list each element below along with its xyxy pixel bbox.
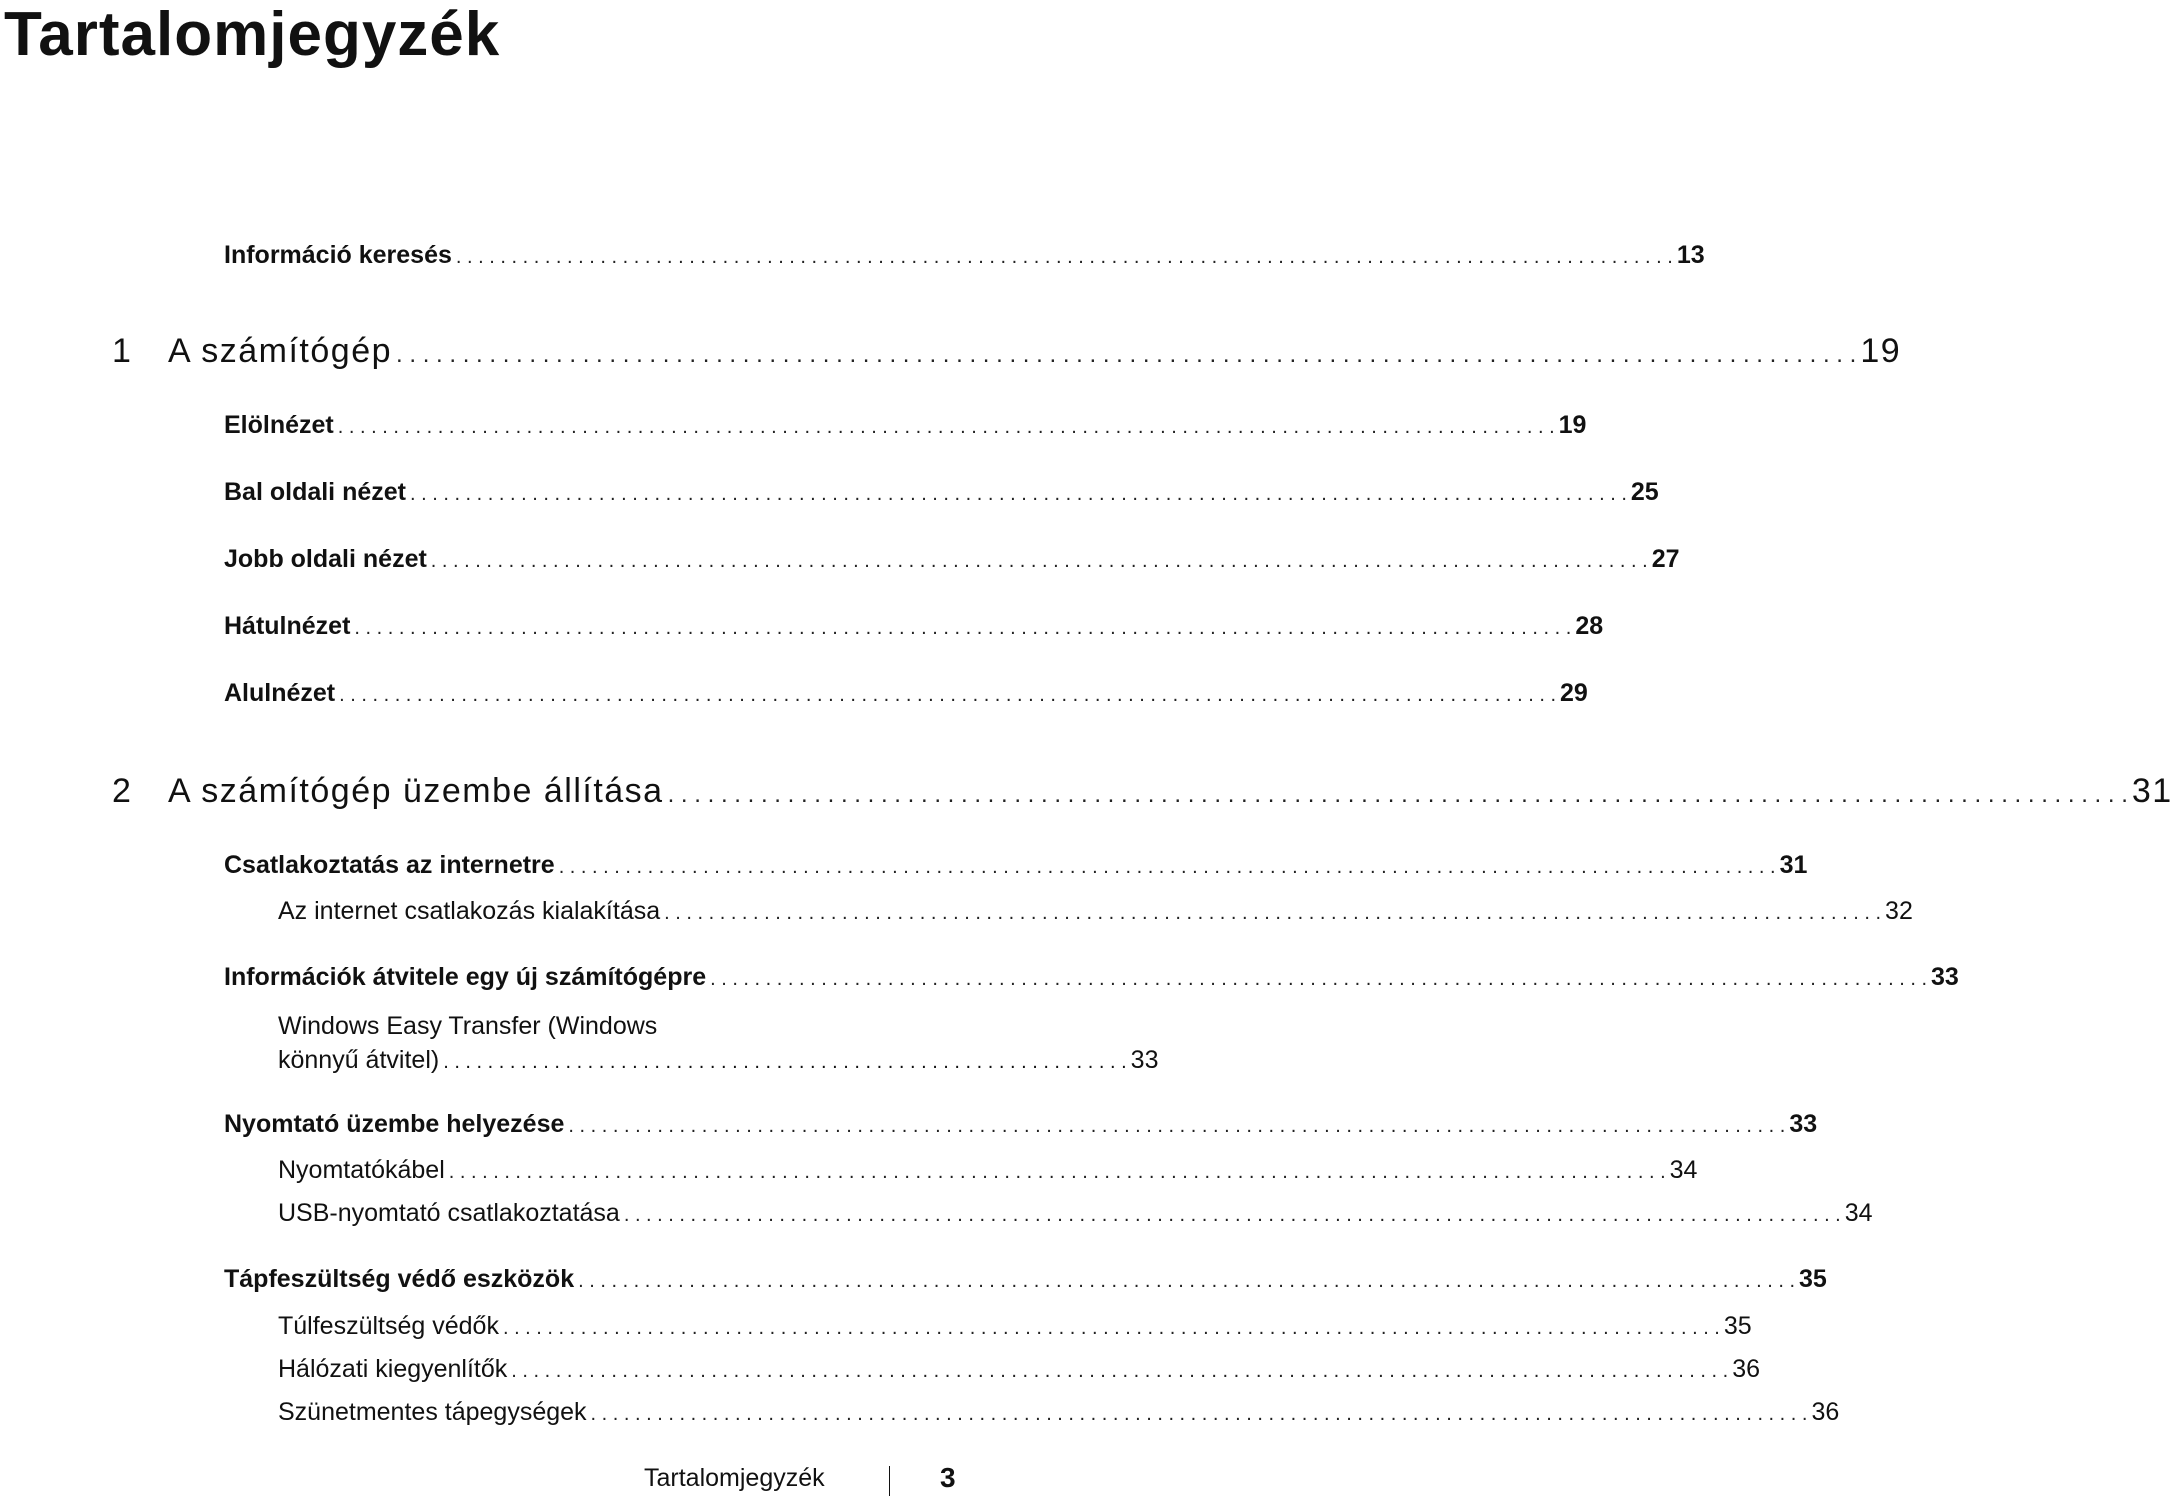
toc-entry-label: Az internet csatlakozás kialakítása [278, 897, 661, 925]
toc-entry-label: Alulnézet [224, 679, 336, 707]
toc-entry-label: Információk átvitele egy új számítógépre [224, 963, 707, 991]
toc-entry-usb-printer[interactable] [278, 1199, 1873, 1233]
toc-entry-ups[interactable] [278, 1398, 1840, 1432]
toc-entry-left-view[interactable] [224, 478, 1659, 512]
toc-entry-page: 31 [2131, 772, 2173, 810]
toc-entry-page: 32 [1885, 897, 1913, 925]
toc-entry-page: 35 [1799, 1265, 1827, 1293]
dot-leader [503, 1317, 1720, 1340]
toc-entry-printer-cable[interactable] [278, 1156, 1698, 1190]
footer-page-number: 3 [940, 1462, 956, 1493]
toc-entry-page: 31 [1779, 851, 1808, 879]
toc-entry-label: Információ keresés [224, 241, 452, 269]
toc-entry-page: 33 [1931, 963, 1959, 991]
toc-entry-page: 33 [1130, 1046, 1159, 1074]
dot-leader [339, 684, 1556, 707]
dot-leader [668, 781, 2128, 809]
chapter-number: 2 [112, 772, 133, 810]
toc-entry-bottom-view[interactable] [224, 679, 1588, 713]
dot-leader [431, 550, 1648, 573]
toc-entry-label: Nyomtatókábel [278, 1156, 445, 1184]
page-title: Tartalomjegyzék [4, 0, 501, 69]
toc-entry-label-line1: Windows Easy Transfer (Windows [278, 1012, 658, 1040]
dot-leader [568, 1115, 1785, 1138]
dot-leader [338, 416, 1555, 439]
toc-entry-label: Bal oldali nézet [224, 478, 406, 506]
toc-entry-page: 36 [1811, 1398, 1840, 1426]
dot-leader [591, 1403, 1808, 1426]
toc-entry-front-view[interactable] [224, 411, 1587, 445]
chapter-title: A számítógép üzembe állítása [168, 772, 664, 810]
toc-entry-line-conditioners[interactable] [278, 1355, 1761, 1389]
toc-entry-back-view[interactable] [224, 612, 1604, 646]
dot-leader [559, 856, 1776, 879]
toc-entry-page: 34 [1669, 1156, 1698, 1184]
toc-chapter-label [112, 332, 392, 371]
dot-leader [624, 1204, 1841, 1227]
dot-leader [664, 902, 1881, 925]
toc-entry-label: Csatlakoztatás az internetre [224, 851, 555, 879]
toc-entry-page: 33 [1789, 1110, 1818, 1138]
toc-entry-page: 28 [1575, 612, 1604, 640]
toc-entry-data-transfer[interactable] [224, 963, 1959, 997]
toc-entry-information-search[interactable] [224, 241, 1705, 275]
toc-entry-page: 19 [1558, 411, 1587, 439]
dot-leader [578, 1270, 1795, 1293]
toc-entry-power-protection[interactable] [224, 1265, 1827, 1299]
dot-leader [449, 1161, 1666, 1184]
toc-entry-label: Hálózati kiegyenlítők [278, 1355, 508, 1383]
dot-leader [710, 968, 1927, 991]
dot-leader [354, 617, 1571, 640]
toc-entry-page: 25 [1630, 478, 1659, 506]
toc-entry-label: Szünetmentes tápegységek [278, 1398, 587, 1426]
toc-chapter-label [112, 772, 664, 811]
toc-entry-internet-setup[interactable] [278, 897, 1913, 931]
toc-entry-page: 36 [1732, 1355, 1761, 1383]
chapter-number: 1 [112, 332, 133, 370]
toc-entry-label: Elölnézet [224, 411, 334, 439]
toc-entry-internet-connection[interactable] [224, 851, 1808, 885]
toc-entry-label: Tápfeszültség védő eszközök [224, 1265, 575, 1293]
toc-entry-label: Jobb oldali nézet [224, 545, 427, 573]
dot-leader [410, 483, 1627, 506]
toc-chapter-2[interactable] [112, 772, 2173, 816]
toc-entry-label: Túlfeszültség védők [278, 1312, 499, 1340]
toc-entry-right-view[interactable] [224, 545, 1680, 579]
toc-entry-printer-setup[interactable] [224, 1110, 1818, 1144]
toc-entry-page: 34 [1844, 1199, 1873, 1227]
dot-leader [396, 341, 1856, 369]
toc-entry-page: 13 [1676, 241, 1705, 269]
toc-entry-windows-easy-transfer[interactable] [278, 1009, 1159, 1079]
dot-leader [511, 1360, 1728, 1383]
toc-entry-page: 29 [1560, 679, 1588, 707]
toc-entry-label: Nyomtató üzembe helyezése [224, 1110, 565, 1138]
toc-entry-page: 35 [1723, 1312, 1752, 1340]
toc-entry-surge-protectors[interactable] [278, 1312, 1752, 1346]
toc-entry-label: Hátulnézet [224, 612, 351, 640]
toc-chapter-1[interactable] [112, 332, 1902, 376]
dot-leader: . . . . . . . . . . . . . . . . . . . . . . . . . . . . . . . . . . . . . . . . . . . . . . . . . . . . . . . . . . . . . . [443, 1051, 1127, 1073]
page-footer [0, 1462, 960, 1502]
footer-section-label: Tartalomjegyzék [644, 1464, 825, 1492]
chapter-title: A számítógép [168, 332, 393, 370]
footer-divider [889, 1466, 890, 1496]
toc-entry-page: 19 [1860, 332, 1902, 370]
toc-entry-page: 27 [1651, 545, 1680, 573]
toc-entry-label-line2: könnyű átvitel) [278, 1046, 440, 1074]
dot-leader [456, 246, 1673, 269]
toc-entry-label: USB-nyomtató csatlakoztatása [278, 1199, 620, 1227]
